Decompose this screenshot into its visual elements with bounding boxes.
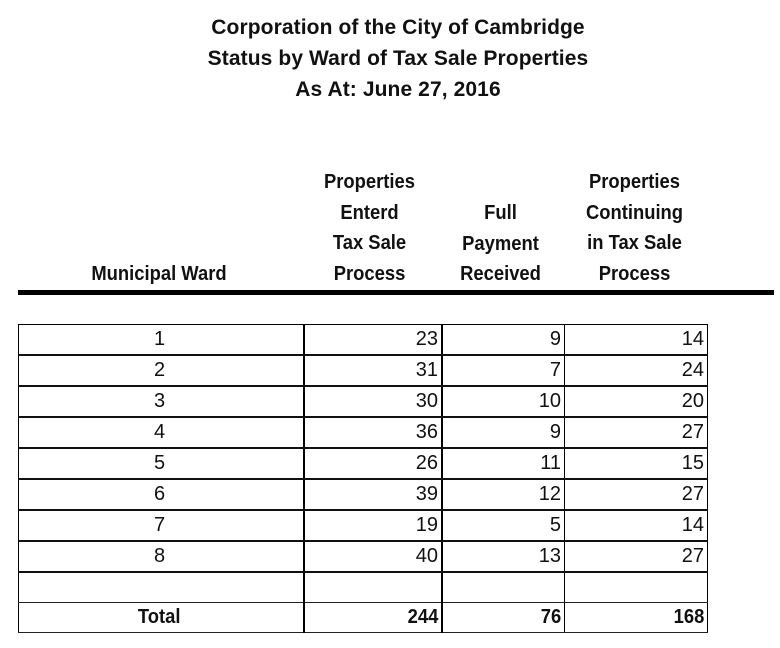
total-full-payment: 76: [540, 606, 561, 628]
cell-continuing: 15: [565, 448, 708, 479]
cell-ward: 5: [19, 448, 305, 479]
header-line: in Tax Sale: [587, 232, 682, 255]
total-full-payment-cell: [442, 603, 565, 633]
cell-full-payment: 9: [442, 417, 565, 448]
tax-sale-table: [18, 324, 708, 633]
header-line: Payment: [462, 232, 539, 255]
cell-ward: [19, 572, 305, 603]
document-title: [0, 12, 780, 105]
cell-entered: 40: [304, 541, 442, 572]
cell-entered: 31: [304, 355, 442, 386]
header-line: Process: [598, 263, 671, 286]
table-row: [19, 386, 708, 417]
column-header-properties-continuing: [568, 167, 701, 290]
cell-entered: 23: [304, 325, 442, 356]
table-row: [19, 448, 708, 479]
cell-full-payment: 9: [442, 325, 565, 356]
cell-entered: 36: [304, 417, 442, 448]
header-divider-rule: [18, 290, 774, 295]
table-row: [19, 325, 708, 356]
header-line: Tax Sale: [332, 232, 407, 255]
cell-full-payment: 10: [442, 386, 565, 417]
header-line: Properties: [323, 171, 416, 193]
cell-ward: 4: [19, 417, 305, 448]
blank-spacer-row: [19, 572, 708, 603]
cell-continuing: 24: [565, 355, 708, 386]
cell-full-payment: 13: [442, 541, 565, 572]
table-row: [19, 417, 708, 448]
cell-entered: 30: [304, 386, 442, 417]
cell-entered: 39: [304, 479, 442, 510]
total-continuing-cell: [565, 603, 708, 633]
cell-continuing: 14: [565, 325, 708, 356]
cell-entered: 19: [304, 510, 442, 541]
cell-ward: 3: [19, 386, 305, 417]
title-as-at-date: As At: June 27, 2016: [295, 78, 501, 101]
header-line: Full: [484, 202, 517, 224]
table-row: [19, 479, 708, 510]
cell-ward: 2: [19, 355, 305, 386]
cell-full-payment: 11: [442, 448, 565, 479]
cell-full-payment: [442, 572, 565, 603]
header-line: Process: [333, 263, 406, 286]
cell-ward: 8: [19, 541, 305, 572]
cell-continuing: 27: [565, 541, 708, 572]
total-label-cell: [19, 603, 305, 633]
title-organization: Corporation of the City of Cambridge: [211, 16, 585, 39]
cell-continuing: 27: [565, 479, 708, 510]
table-row: [19, 510, 708, 541]
header-line: Received: [460, 263, 541, 286]
header-line: Properties: [588, 171, 681, 193]
header-line: Continuing: [585, 201, 684, 224]
cell-full-payment: 7: [442, 355, 565, 386]
column-header-full-payment: [444, 198, 557, 290]
cell-continuing: [565, 572, 708, 603]
column-header-municipal-ward: [29, 259, 288, 290]
cell-entered: 26: [304, 448, 442, 479]
total-entered: 244: [407, 606, 438, 628]
header-line: Municipal Ward: [91, 263, 227, 285]
total-label: Total: [138, 606, 181, 628]
cell-full-payment: 5: [442, 510, 565, 541]
header-line: Enterd: [340, 201, 399, 224]
cell-ward: 7: [19, 510, 305, 541]
cell-entered: [304, 572, 442, 603]
title-report-name: Status by Ward of Tax Sale Properties: [207, 47, 589, 70]
table-row: [19, 541, 708, 572]
table-row: [19, 355, 708, 386]
total-continuing: 168: [673, 606, 704, 628]
cell-ward: 6: [19, 479, 305, 510]
cell-full-payment: 12: [442, 479, 565, 510]
cell-continuing: 14: [565, 510, 708, 541]
cell-continuing: 27: [565, 417, 708, 448]
cell-ward: 1: [19, 325, 305, 356]
total-entered-cell: [304, 603, 442, 633]
total-row: [19, 603, 708, 633]
column-header-properties-entered: [306, 167, 434, 290]
cell-continuing: 20: [565, 386, 708, 417]
